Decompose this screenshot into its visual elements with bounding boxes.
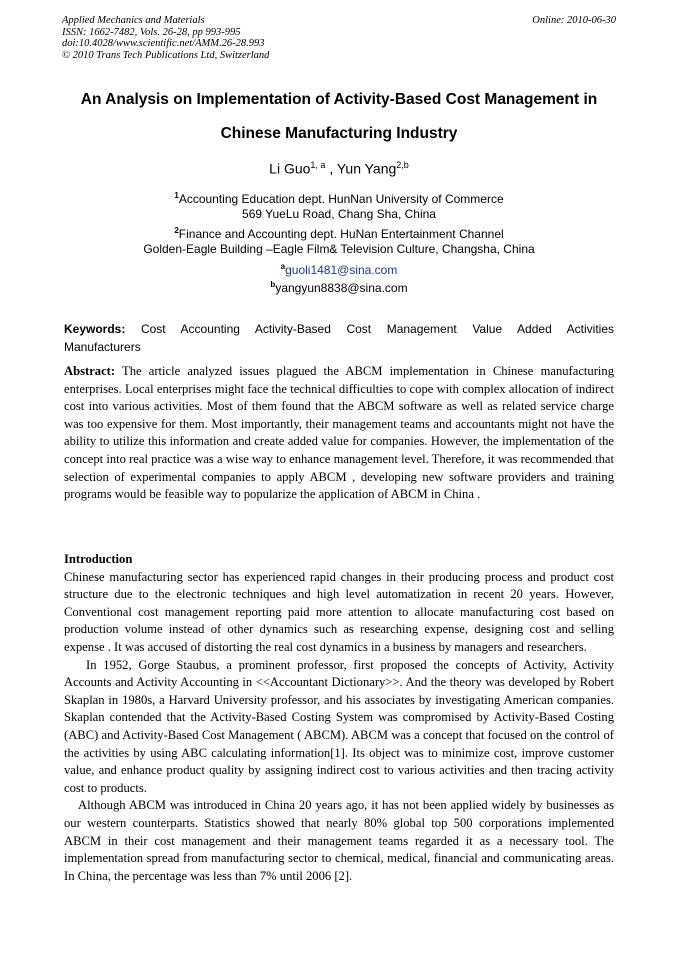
- author-separator: ,: [325, 160, 337, 177]
- keywords-text-1: Cost Accounting Activity-Based Cost Management Value Added Activities: [140, 322, 614, 336]
- keywords-label: Keywords:: [64, 322, 126, 336]
- keywords-line-1: [64, 320, 614, 338]
- email-b-sup: b: [270, 280, 276, 289]
- abstract-text: The article analyzed issues plagued the ABCM implementation in Chinese manufacturing enterprises. Local enterprises might face the technical difficulties to cope with complex allocation of indirect cost into various activities. Most of them found that the ABCM software as well as related service charge was too expensive for them. Most importantly, their management teams and accountants might not have the ability to utilize this information and create added value for companies. However, the implementation of the concept into real practice was a wise way to enhance management level. Therefore, it was recommended that selection of experimental companies to apply ABCM , developing new software providers and training programs would be feasible way to popularize the application of ABCM in China .: [64, 364, 614, 502]
- affiliation-2-line-2: Golden-Eagle Building –Eagle Film& Television Culture, Changsha, China: [143, 242, 535, 256]
- introduction-heading: Introduction: [64, 552, 133, 566]
- introduction-paragraph-3: Although ABCM was introduced in China 20 years ago, it has not been applied widely by businesses as our western counterparts. Statistics showed that nearly 80% global top 500 corporations implemented ABCM in their cost management and their management teams regarded it as a necessary tool. The implementation spread from manufacturing sector to chemical, medical, financial and communicating areas. In China, the percentage was less than 7% until 2006 [2].: [64, 798, 614, 883]
- affiliation-1-line-1: [0, 189, 678, 206]
- email-a-sup: a: [280, 262, 286, 271]
- journal-header: [62, 15, 618, 61]
- affiliation-2-sup: 2: [174, 226, 179, 235]
- doi-line: doi:10.4028/www.scientific.net/AMM.26-28.993: [62, 38, 265, 49]
- author-line: [0, 160, 678, 177]
- copyright-line: © 2010 Trans Tech Publications Ltd, Switzerland: [62, 49, 270, 61]
- email-a-line: [0, 260, 678, 277]
- author-2: Yun Yang: [336, 160, 397, 177]
- email-a-link[interactable]: guoli1481@sina.com: [285, 263, 398, 277]
- affiliation-2-text: Finance and Accounting dept. HuNan Entertainment Channel: [178, 227, 504, 241]
- affiliation-1-text: Accounting Education dept. HunNan University of Commerce: [178, 192, 504, 206]
- introduction-paragraph-2: In 1952, Gorge Staubus, a prominent professor, first proposed the concepts of Activity, Activity Accounts and Activity Accounting in <<Accountant Dictionary>>. And the theory was developed by Robert Skaplan in 1980s, a Harvard University professor, and his associates by investigating American companies. Skaplan contended that the Activity-Based Costing System was compromised by Activity-Based Costing (ABC) and Activity-Based Cost Management ( ABCM). ABCM was a concept that focused on the control of the activities by using ABC calculating information[1]. Its object was to minimize cost, improve customer value, and enhance product quality by assigning indirect cost to various activities and then tracing activity cost to products.: [64, 657, 614, 795]
- author-1-sup: 1, a: [310, 160, 326, 170]
- introduction-section: [64, 551, 614, 885]
- paper-title-line-1: An Analysis on Implementation of Activity-Based Cost Management in: [80, 91, 598, 108]
- email-b-line: [0, 278, 678, 295]
- journal-name: Applied Mechanics and Materials: [62, 15, 205, 26]
- abstract-block: [64, 363, 614, 504]
- affiliation-1-sup: 1: [174, 191, 179, 200]
- paper-title-line-2: Chinese Manufacturing Industry: [220, 125, 458, 142]
- author-1: Li Guo: [269, 160, 311, 177]
- introduction-paragraph-1: Chinese manufacturing sector has experienced rapid changes in their producing process and product cost structure due to the electronic techniques and high level automatization in recent 20 years. However, Conventional cost management reporting paid more attention to allocate manufacturing cost based on production volume instead of other dynamics such as researching expense, designing cost and selling expense . It was accused of distorting the real cost dynamics in a business by managers and researchers.: [64, 569, 614, 654]
- affiliation-2-line-1: [0, 224, 678, 241]
- online-date: Online: 2010-06-30: [532, 15, 616, 26]
- issn-line: ISSN: 1662-7482, Vols. 26-28, pp 993-995: [62, 26, 241, 38]
- author-2-sup: 2,b: [396, 160, 409, 170]
- abstract-label: Abstract:: [64, 364, 116, 378]
- keywords-line-2: Manufacturers: [64, 340, 141, 354]
- keywords-block: [64, 320, 614, 356]
- email-b-text[interactable]: yangyun8838@sina.com: [275, 281, 408, 295]
- affiliation-1-line-2: 569 YueLu Road, Chang Sha, China: [242, 207, 436, 221]
